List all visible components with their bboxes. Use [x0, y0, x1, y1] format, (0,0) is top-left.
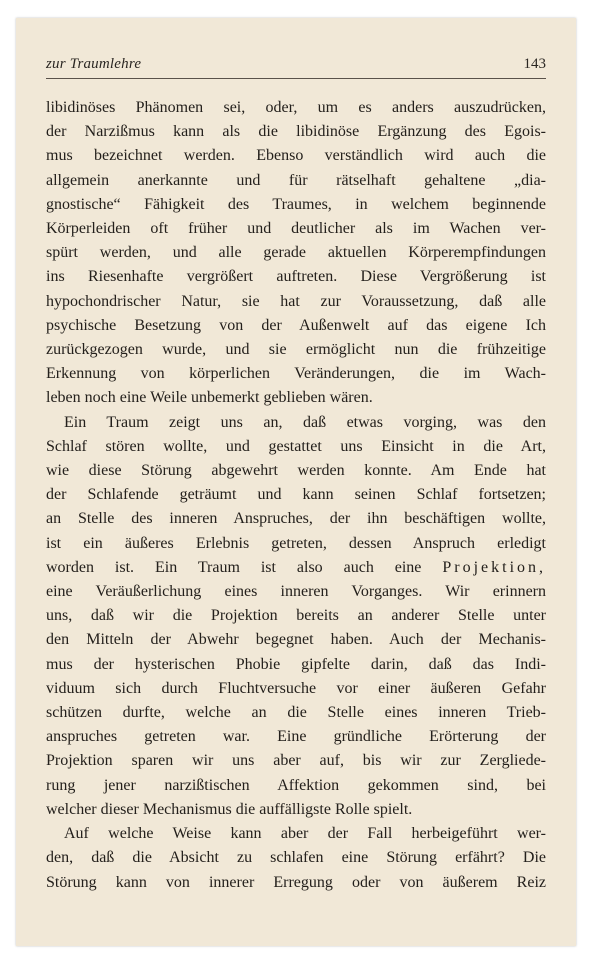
text-line: mus bezeichnet werden. Ebenso verständlich wird auch die: [46, 147, 546, 165]
text-line: wie diese Störung abgewehrt werden konnte. Am Ende hat: [46, 462, 546, 480]
text-line: allgemein anerkannte und für rätselhaft gehaltene „dia-: [46, 171, 546, 189]
paragraph-3: [46, 822, 546, 895]
text-line: libidinöses Phänomen sei, oder, um es anders auszudrücken,: [46, 99, 546, 116]
page-number: 143: [523, 56, 546, 72]
text-line: psychische Besetzung von der Außenwelt auf das eigene Ich: [46, 316, 546, 334]
text-line: Erkennung von körperlichen Veränderungen, die im Wach-: [46, 365, 546, 383]
text-line: der Narzißmus kann als die libidinöse Ergänzung des Egois-: [46, 123, 546, 141]
text-line: der Schlafende geträumt und kann seinen Schlaf fortsetzen;: [46, 486, 546, 504]
text-line: hypochondrischer Natur, sie hat zur Voraussetzung, daß alle: [46, 292, 546, 310]
text-line: Schlaf stören wollte, und gestattet uns Einsicht in die Art,: [46, 437, 546, 455]
text-line: ist ein äußeres Erlebnis getreten, dessen Anspruch erledigt: [46, 534, 546, 552]
text-line: den, daß die Absicht zu schlafen eine Störung erfährt? Die: [46, 849, 546, 867]
text-line-with-emphasis: [46, 556, 546, 580]
header-rule: [46, 78, 546, 79]
text-line: Auf welche Weise kann aber der Fall herbeigeführt wer-: [64, 825, 546, 843]
text-line: Körperleiden oft früher und deutlicher als im Wachen ver-: [46, 220, 546, 238]
text-line: den Mitteln der Abwehr begegnet haben. Auch der Mechanis-: [46, 631, 546, 649]
book-page: [16, 18, 576, 946]
text-line: zurückgezogen wurde, und sie ermöglicht nun die frühzeitige: [46, 341, 546, 359]
text-line: anspruches getreten war. Eine gründliche Erörterung der: [46, 728, 546, 746]
text-line: mus der hysterischen Phobie gipfelte darin, daß das Indi-: [46, 655, 546, 673]
text-line: rung jener narzißtischen Affektion gekommen sind, bei: [46, 776, 546, 794]
text-line: gnostische“ Fähigkeit des Traumes, in welchem beginnende: [46, 195, 546, 213]
spaced-emphasis-word: Projektion,: [442, 558, 547, 576]
text-line: uns, daß wir die Projektion bereits an anderer Stelle unter: [46, 607, 546, 625]
body-text: [46, 96, 546, 895]
text-line: an Stelle des inneren Anspruches, der ihn beschäftigen wollte,: [46, 510, 546, 528]
paragraph-2: [46, 411, 546, 822]
text-line: leben noch eine Weile unbemerkt geblieben wären.: [46, 389, 373, 407]
running-header: [46, 56, 546, 76]
text-line: welcher dieser Mechanismus die auffälligste Rolle spielt.: [46, 800, 413, 818]
text-line: spürt werden, und alle gerade aktuellen Körperempfindungen: [46, 244, 546, 262]
running-title: zur Traumlehre: [46, 56, 142, 72]
text-line: eine Veräußerlichung eines inneren Vorganges. Wir erinnern: [46, 583, 546, 601]
text-line: Störung kann von innerer Erregung oder von äußerem Reiz: [46, 873, 546, 891]
text-line: viduum sich durch Fluchtversuche vor einer äußeren Gefahr: [46, 679, 546, 697]
text-line: ins Riesenhafte vergrößert auftreten. Diese Vergrößerung ist: [46, 268, 546, 286]
text-line: Ein Traum zeigt uns an, daß etwas vorging, was den: [64, 413, 546, 431]
text-line: schützen durfte, welche an die Stelle eines inneren Trieb-: [46, 704, 546, 722]
text-line-part: worden ist. Ein Traum ist also auch eine: [46, 558, 422, 576]
text-line: Projektion sparen wir uns aber auf, bis wir zur Zergliede-: [46, 752, 546, 770]
paragraph-1: [46, 96, 546, 411]
